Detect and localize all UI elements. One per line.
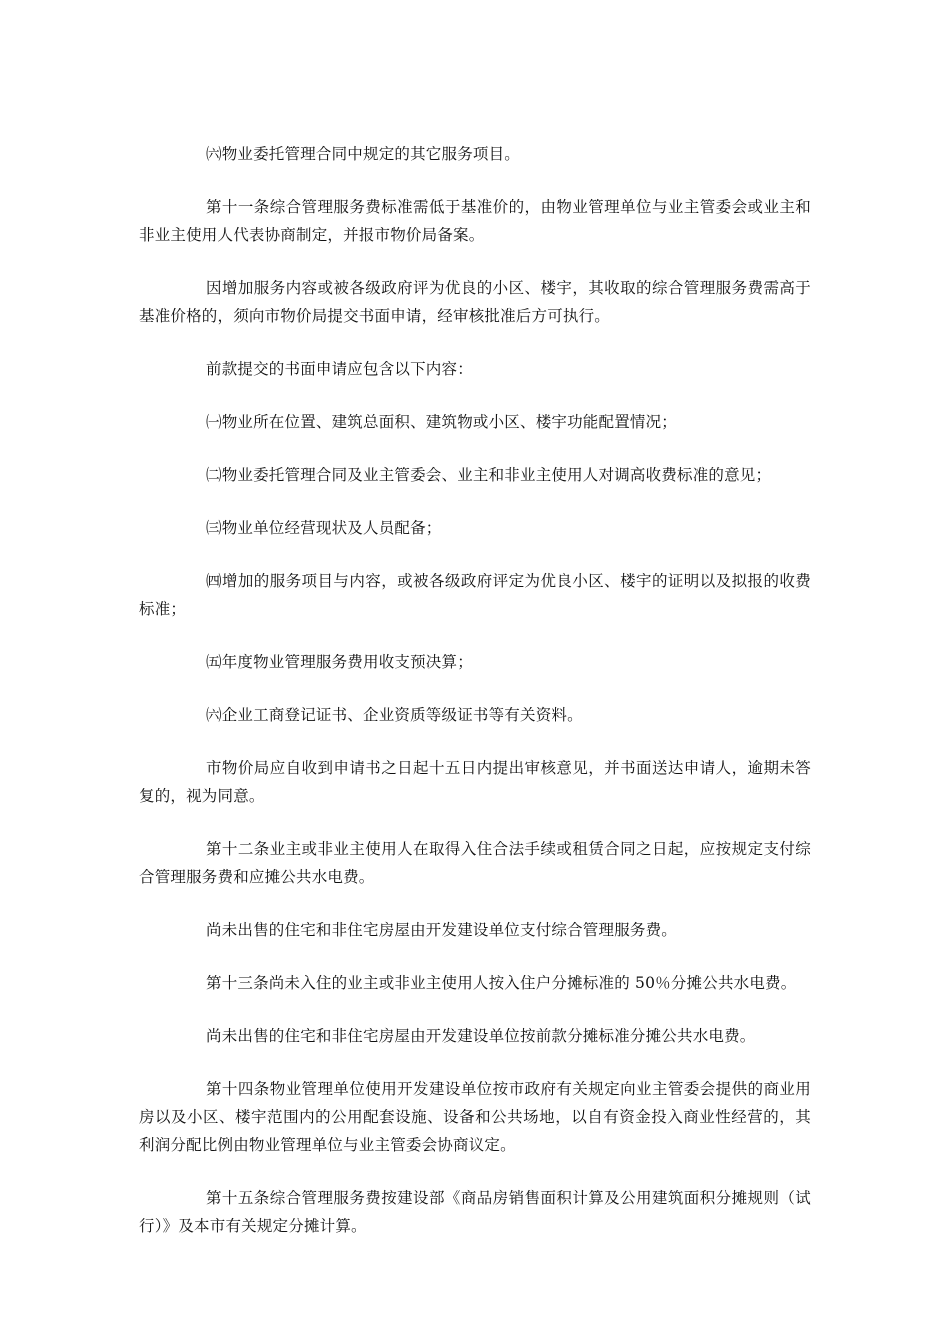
article-12-unsold-paragraph: 尚未出售的住宅和非住宅房屋由开发建设单位支付综合管理服务费。 (206, 921, 678, 939)
application-contents-intro: 前款提交的书面申请应包含以下内容： (206, 360, 473, 378)
paragraph-item-6-services: ㈥物业委托管理合同中规定的其它服务项目。 (206, 145, 521, 163)
article-11-premium-paragraph: 因增加服务内容或被各级政府评为优良的小区、楼宇，其收取的综合管理服务费需高于基准价格的，须向市物价局提交书面申请，经审核批准后方可执行。 (139, 279, 811, 325)
article-13-unsold-paragraph: 尚未出售的住宅和非住宅房屋由开发建设单位按前款分摊标准分摊公共水电费。 (206, 1027, 756, 1045)
article-14-paragraph: 第十四条物业管理单位使用开发建设单位按市政府有关规定向业主管委会提供的商业用房以及小区、楼宇范围内的公用配套设施、设备和公共场地，以自有资金投入商业性经营的，其利润分配比例由物业管理单位与业主管委会协商议定。 (139, 1080, 811, 1154)
list-item-3: ㈢物业单位经营现状及人员配备； (206, 519, 442, 537)
article-11-paragraph: 第十一条综合管理服务费标准需低于基准价的，由物业管理单位与业主管委会或业主和非业主使用人代表协商制定，并报市物价局备案。 (139, 198, 811, 244)
list-item-6: ㈥企业工商登记证书、企业资质等级证书等有关资料。 (206, 706, 583, 724)
list-item-1: ㈠物业所在位置、建筑总面积、建筑物或小区、楼宇功能配置情况； (206, 413, 678, 431)
article-15-paragraph: 第十五条综合管理服务费按建设部《商品房销售面积计算及公用建筑面积分摊规则（试行）》及本市有关规定分摊计算。 (139, 1189, 811, 1235)
document-body (139, 140, 811, 1265)
list-item-5: ㈤年度物业管理服务费用收支预决算； (206, 653, 473, 671)
review-deadline-paragraph: 市物价局应自收到申请书之日起十五日内提出审核意见，并书面送达申请人，逾期未答复的，视为同意。 (139, 759, 811, 805)
article-12-paragraph: 第十二条业主或非业主使用人在取得入住合法手续或租赁合同之日起，应按规定支付综合管理服务费和应摊公共水电费。 (139, 840, 811, 886)
list-item-2: ㈡物业委托管理合同及业主管委会、业主和非业主使用人对调高收费标准的意见； (206, 466, 772, 484)
list-item-4: ㈣增加的服务项目与内容，或被各级政府评定为优良小区、楼宇的证明以及拟报的收费标准； (139, 572, 811, 618)
article-13-paragraph: 第十三条尚未入住的业主或非业主使用人按入住户分摊标准的 50％分摊公共水电费。 (206, 974, 797, 992)
